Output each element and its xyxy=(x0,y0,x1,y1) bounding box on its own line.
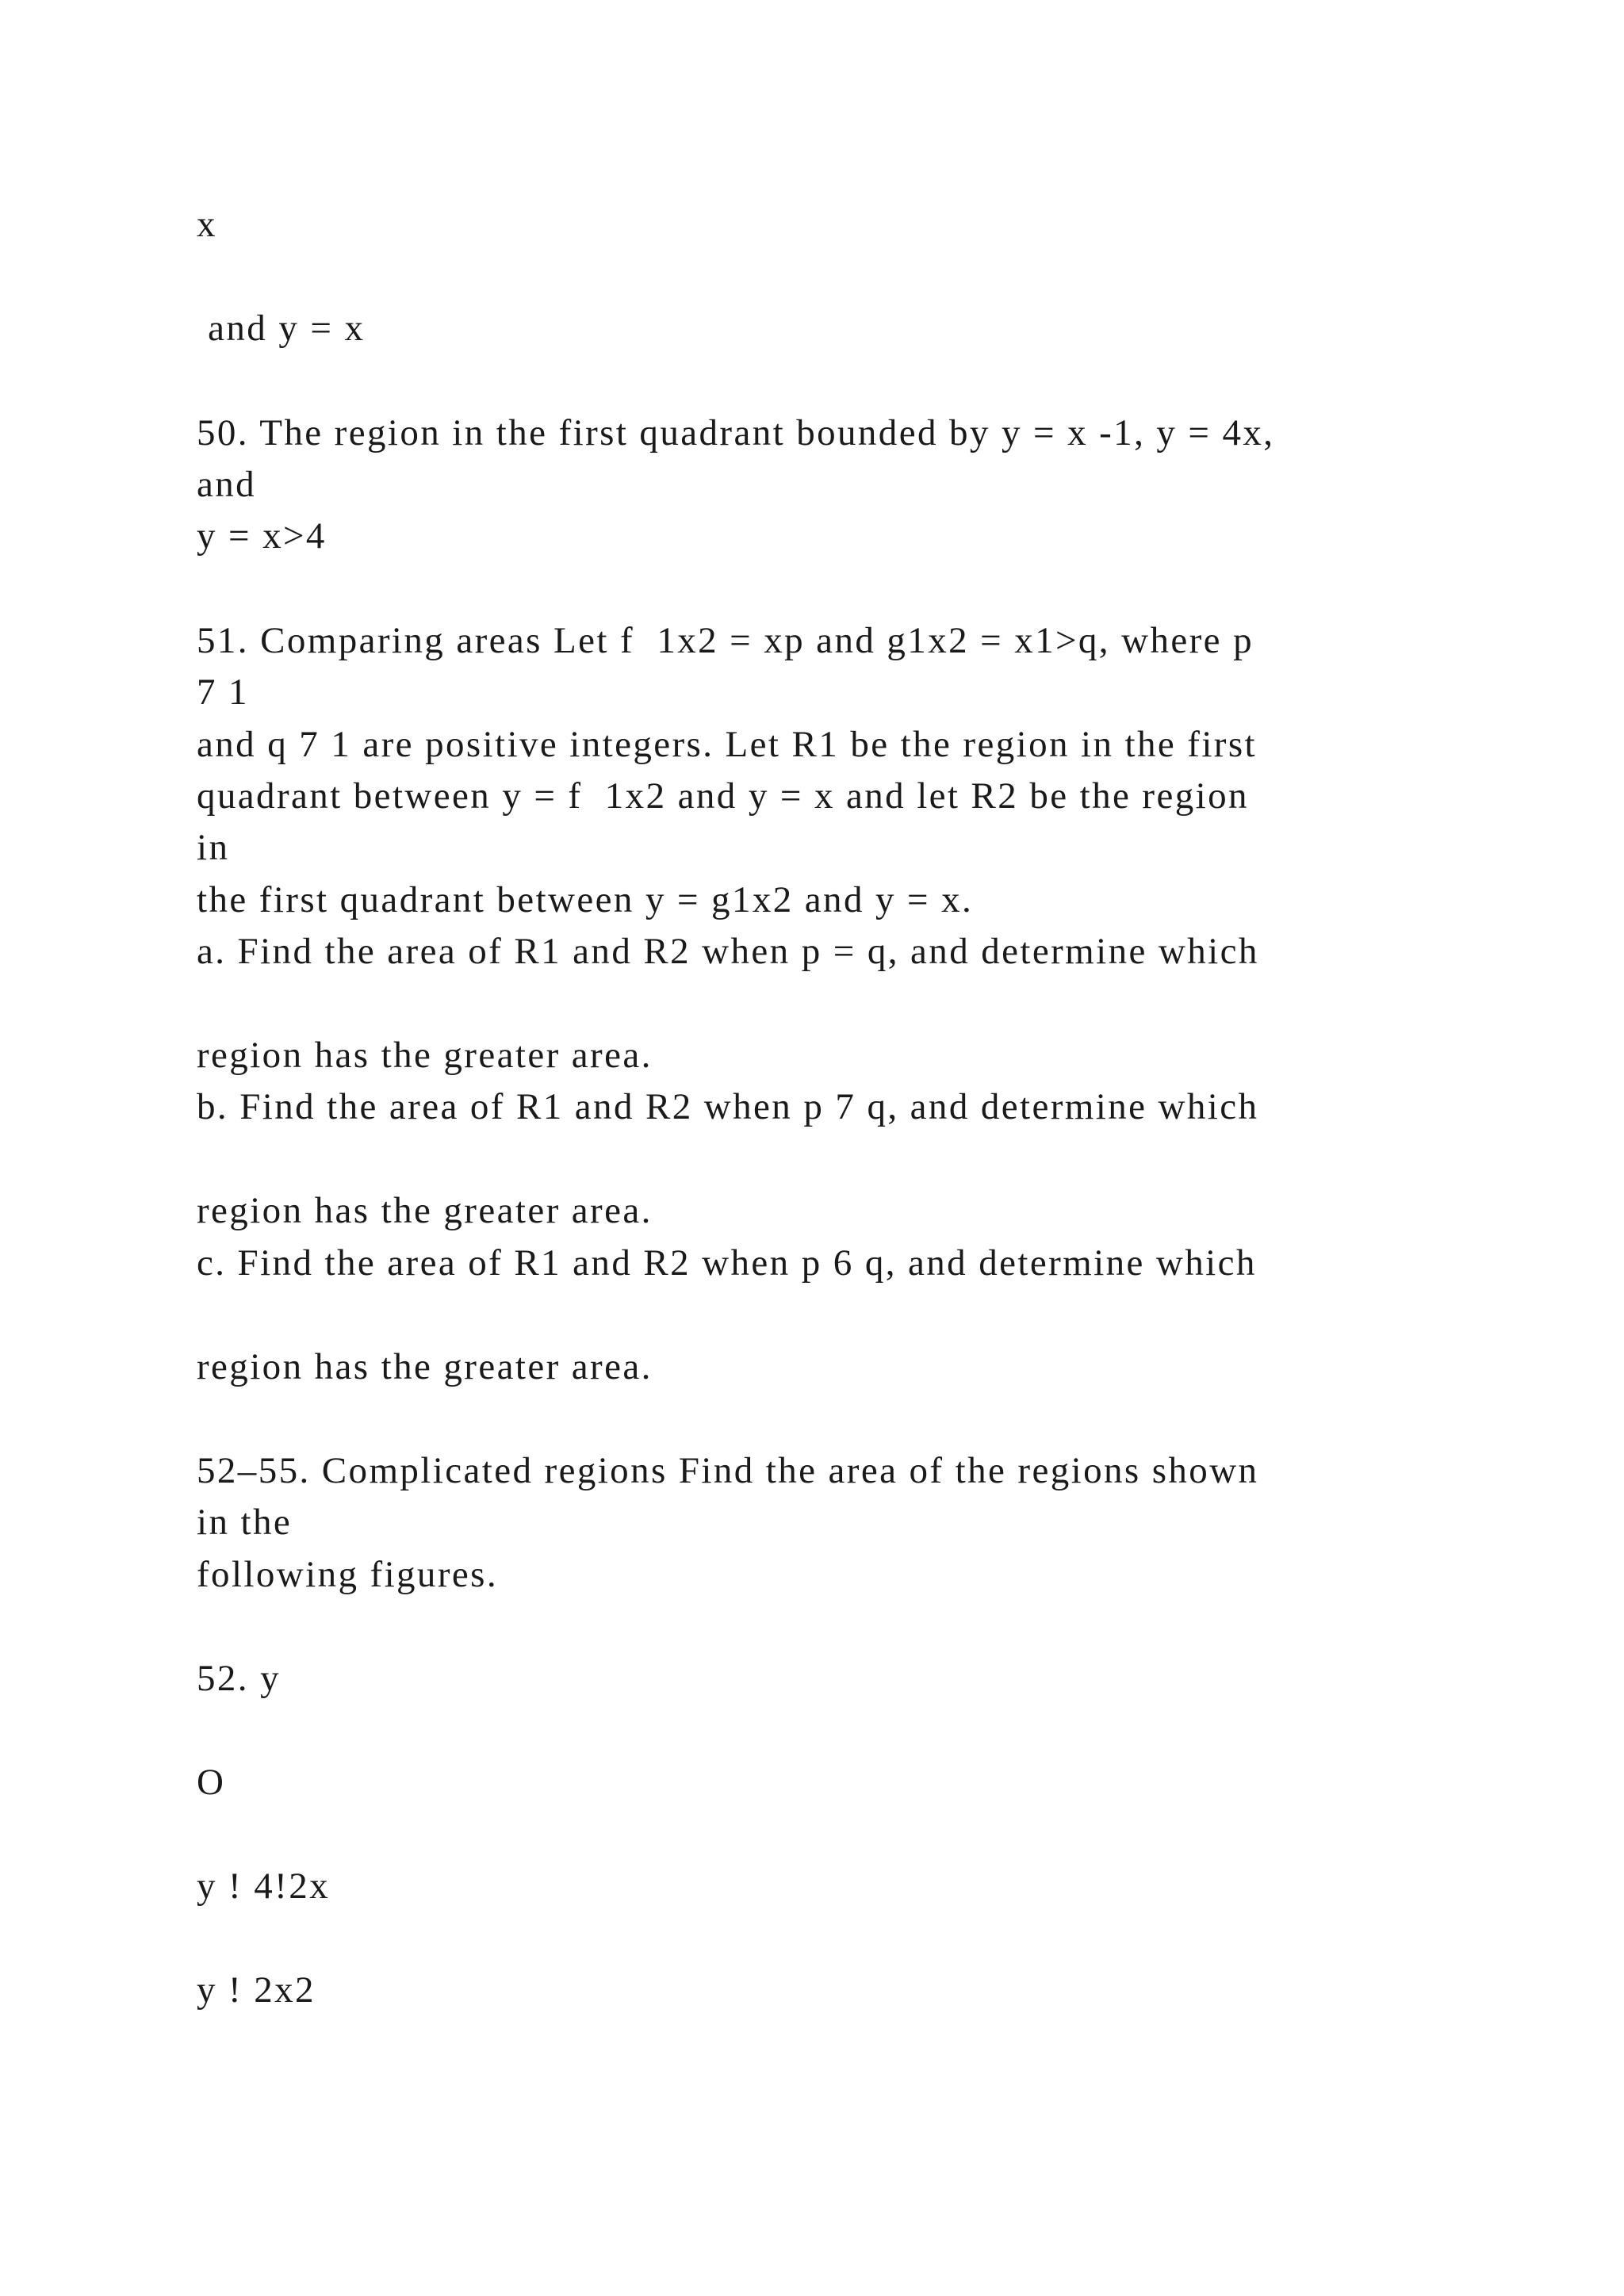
problem-51-line-4: quadrant between y = f 1x2 and y = x and let R2 be the region xyxy=(197,775,1249,817)
text-line-and-y-equals-x: and y = x xyxy=(197,308,366,349)
problem-50-line-2: and xyxy=(197,464,257,505)
problem-51b-line-1: b. Find the area of R1 and R2 when p 7 q, and determine which xyxy=(197,1086,1259,1127)
problem-52-55-line-3: following figures. xyxy=(197,1554,498,1595)
figure-origin-label: O xyxy=(197,1762,226,1803)
problem-50-line-1: 50. The region in the first quadrant bounded by y = x -1, y = 4x, xyxy=(197,412,1275,453)
problem-51b-line-2: region has the greater area. xyxy=(197,1190,653,1231)
problem-51a-line-1: a. Find the area of R1 and R2 when p = q, and determine which xyxy=(197,931,1259,972)
problem-52-55-line-2: in the xyxy=(197,1502,293,1543)
problem-51-line-1: 51. Comparing areas Let f 1x2 = xp and g1x2 = x1>q, where p xyxy=(197,620,1254,661)
problem-51a-line-2: region has the greater area. xyxy=(197,1035,653,1076)
problem-52-55-line-1: 52–55. Complicated regions Find the area of the regions shown xyxy=(197,1450,1259,1491)
problem-52-label: 52. y xyxy=(197,1658,281,1699)
problem-51-line-2: 7 1 xyxy=(197,672,249,713)
text-line-x: x xyxy=(197,204,217,245)
figure-curve-label-2: y ! 2x2 xyxy=(197,1969,316,2011)
problem-50-line-3: y = x>4 xyxy=(197,515,327,557)
problem-51-line-3: and q 7 1 are positive integers. Let R1 be the region in the first xyxy=(197,724,1258,765)
figure-curve-label-1: y ! 4!2x xyxy=(197,1866,331,1907)
problem-51-line-5: in xyxy=(197,827,230,868)
problem-51c-line-2: region has the greater area. xyxy=(197,1346,653,1387)
problem-51c-line-1: c. Find the area of R1 and R2 when p 6 q, and determine which xyxy=(197,1242,1257,1284)
problem-51-line-6: the first quadrant between y = g1x2 and y = x. xyxy=(197,879,974,920)
